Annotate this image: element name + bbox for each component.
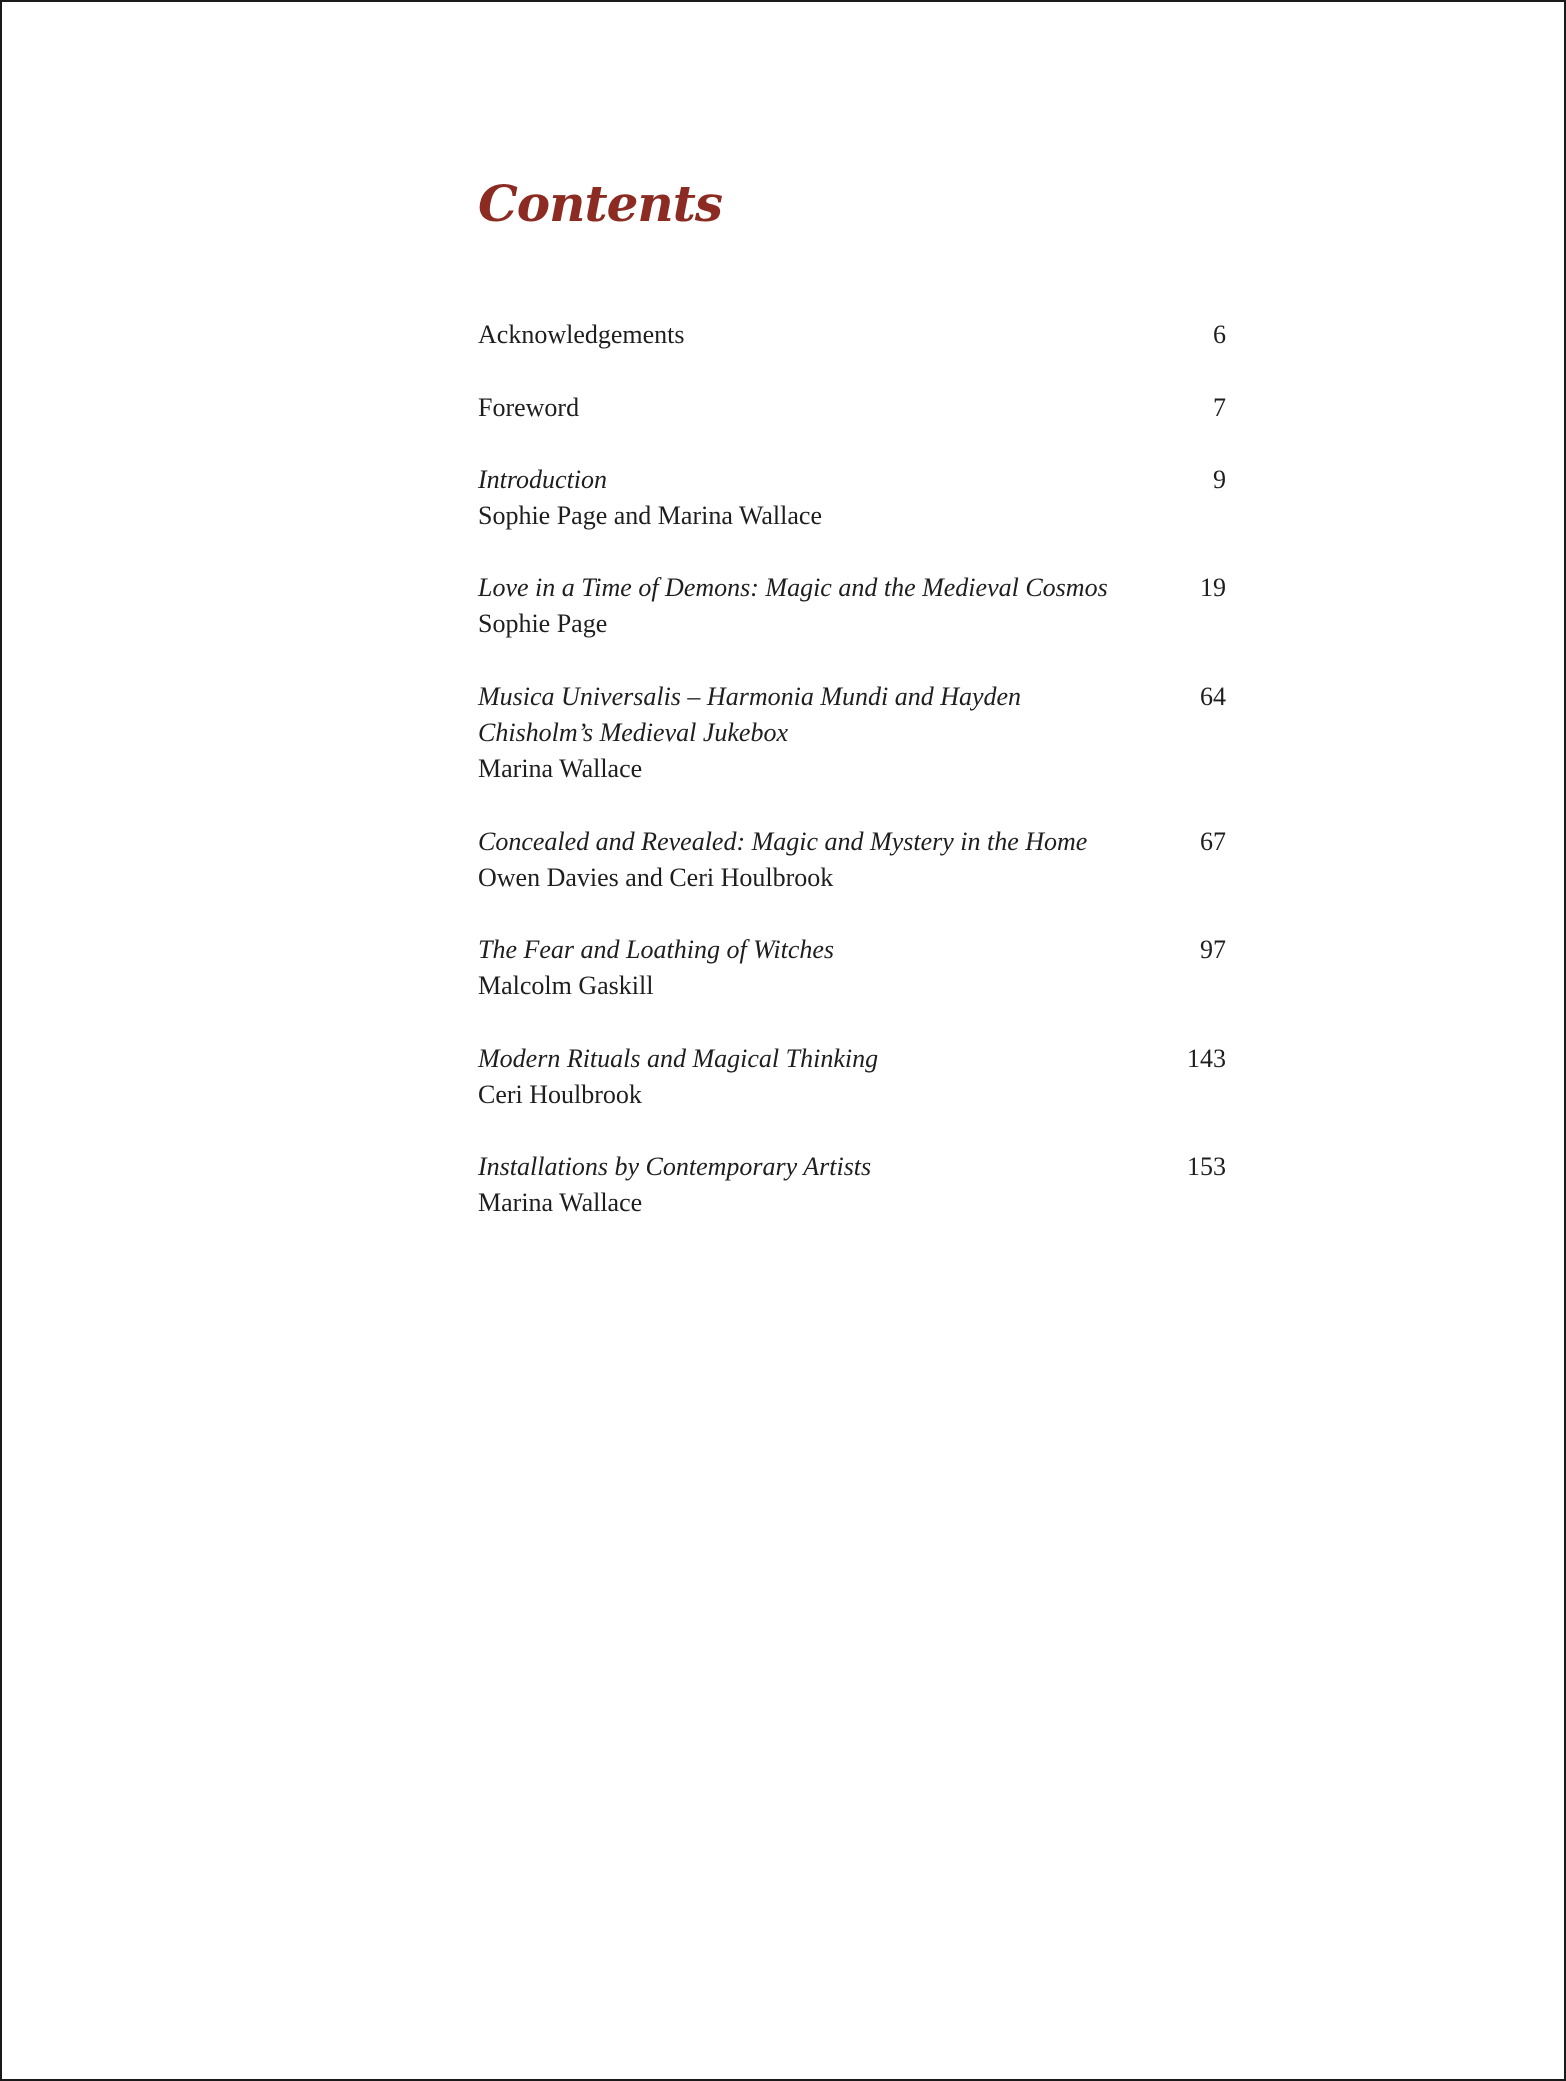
toc-page-number: 19 xyxy=(1200,573,1226,602)
toc-page-number: 67 xyxy=(1200,827,1226,856)
toc-entry-author: Malcolm Gaskill xyxy=(478,971,654,1000)
toc-page-number: 143 xyxy=(1187,1044,1226,1073)
toc-entry-introduction xyxy=(478,462,1226,534)
toc-entry-love-in-a-time-of-demons xyxy=(478,570,1226,642)
toc-entry-title-line-2: Chisholm’s Medieval Jukebox xyxy=(478,718,788,747)
toc-entry-installations xyxy=(478,1149,1226,1221)
toc-page-number: 64 xyxy=(1200,682,1226,711)
contents-section xyxy=(478,172,1226,1217)
toc-entry-author: Owen Davies and Ceri Houlbrook xyxy=(478,863,834,892)
toc-entry-concealed-and-revealed xyxy=(478,824,1226,896)
toc-entry-title: Installations by Contemporary Artists xyxy=(478,1152,872,1181)
toc-entry-title: Modern Rituals and Magical Thinking xyxy=(478,1044,879,1073)
toc-entry-author: Marina Wallace xyxy=(478,1188,643,1217)
toc-entry-author: Marina Wallace xyxy=(478,754,643,783)
toc-entry-author: Sophie Page xyxy=(478,609,608,638)
toc-entry-foreword xyxy=(478,390,1226,426)
toc-entry-title: The Fear and Loathing of Witches xyxy=(478,935,835,964)
toc-page-number: 153 xyxy=(1187,1152,1226,1181)
toc-entry-title: Love in a Time of Demons: Magic and the Medieval Cosmos xyxy=(478,573,1108,602)
toc-page-number: 6 xyxy=(1213,320,1226,349)
toc-entry-modern-rituals xyxy=(478,1041,1226,1113)
toc-entry-author: Ceri Houlbrook xyxy=(478,1080,642,1109)
toc-entry-title: Concealed and Revealed: Magic and Mystery in the Home xyxy=(478,827,1088,856)
toc-entry-author: Sophie Page and Marina Wallace xyxy=(478,501,822,530)
toc-page-number: 7 xyxy=(1213,393,1226,422)
toc-entry-title: Acknowledgements xyxy=(478,320,685,349)
toc-page-number: 97 xyxy=(1200,935,1226,964)
toc-entry-fear-and-loathing xyxy=(478,932,1226,1004)
toc-entry-title: Foreword xyxy=(478,393,580,422)
toc-entry-title-line-1: Musica Universalis – Harmonia Mundi and Hayden xyxy=(478,682,1022,711)
toc-entry-musica-universalis xyxy=(478,679,1226,787)
toc-entry-title: Introduction xyxy=(478,465,608,494)
toc-entry-acknowledgements xyxy=(478,317,1226,353)
toc-page-number: 9 xyxy=(1213,465,1226,494)
page-title: Contents xyxy=(478,174,723,233)
